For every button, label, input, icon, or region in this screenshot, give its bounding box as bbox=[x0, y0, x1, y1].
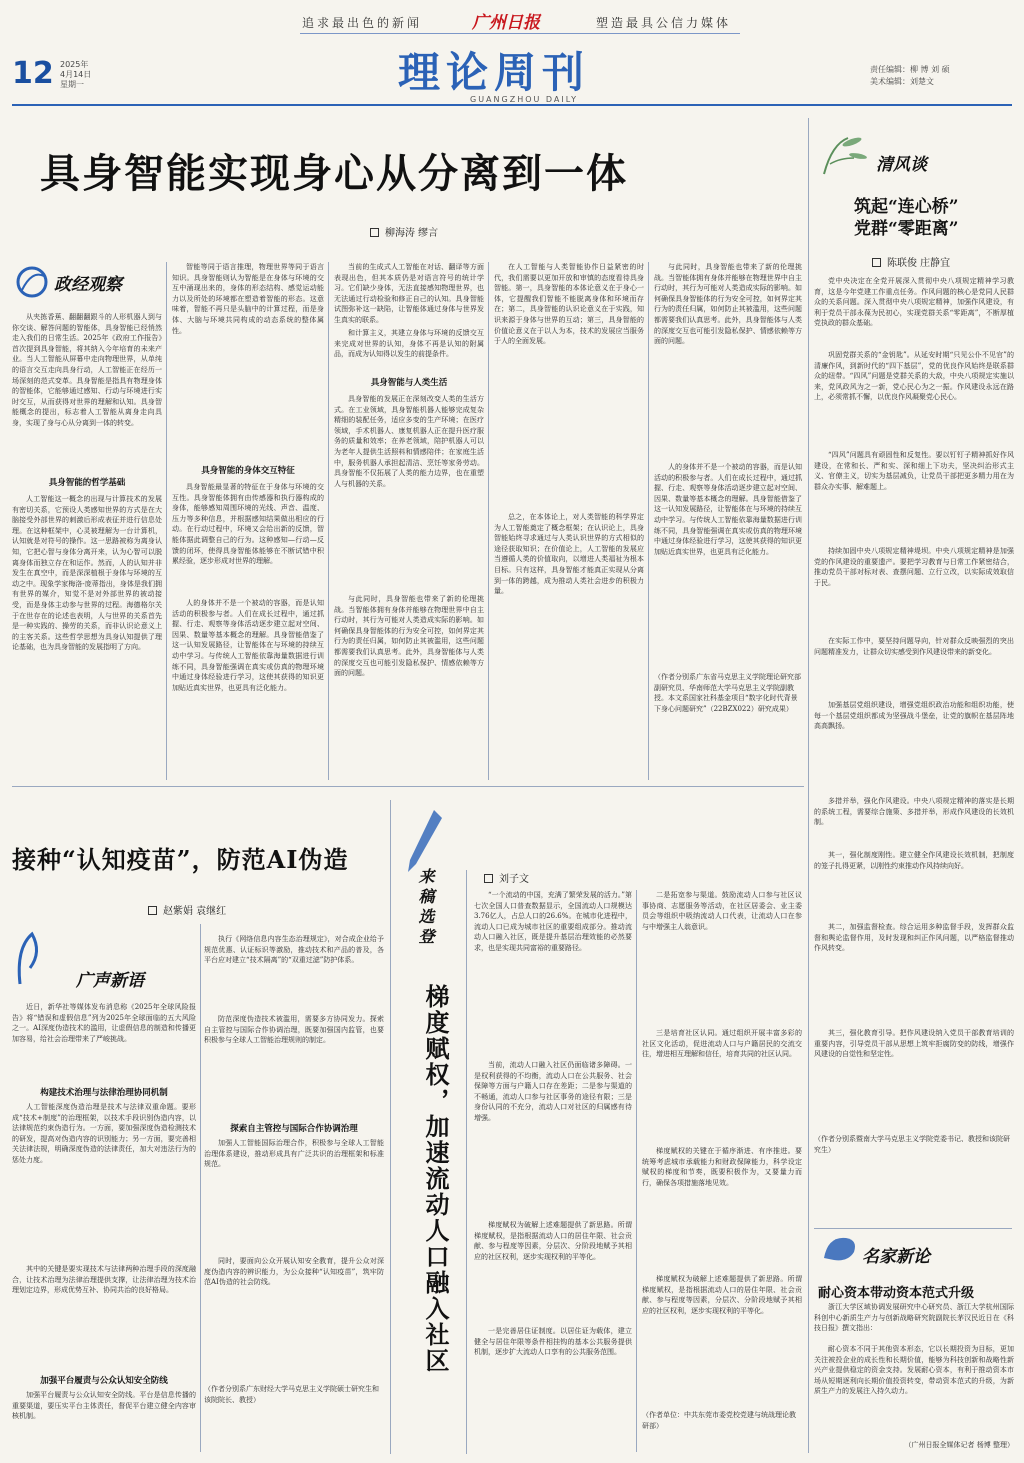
right-byline-text: 陈联俊 庄静宜 bbox=[887, 258, 951, 269]
right-column-body-2 bbox=[814, 1302, 1014, 1456]
main-subhead-2: 具身智能的身体交互特征 bbox=[201, 466, 295, 476]
header-slogan-left: 追求最出色的新闻 bbox=[302, 16, 423, 30]
page-number: 12 bbox=[12, 56, 54, 91]
header-rule bbox=[12, 104, 1012, 106]
main-paragraph-2: 人工智能这一概念的出现与计算技术的发展有密切关系，它预设人类感知世界的方式是在大脑接受外部世界的刺激后形成表征并进行信息处理。在这种框架中，心灵被理解为一台计算机，认知就是对符号的操作。这一思路被称为离身认知，它把心智与身体分离开来，认为心智可以脱离身体而独立存在和运作。然而，人的认知并非发生在真空中，而是深深植根于身体与环境的互动之中。现象学家梅洛-庞蒂指出，身体是我们拥有世界的媒介，知觉不是对外部世界的被动接受，而是身体主动参与世界的过程。海德格尔关于在世存在的论述也表明，人与世界的关系首先是一种实践的、操劳的关系，而非认识论意义上的主客关系。这些哲学思想为具身认知提供了理论基础，也为具身智能的发展指明了方向。 bbox=[12, 495, 162, 652]
main-col-1 bbox=[12, 256, 162, 782]
bottom-left-paragraph-8: 同时，要面向公众开展认知安全教育，提升公众对深度伪造内容的辨识能力，为公众接种“认知疫苗”，筑牢防范AI伪造的社会防线。 bbox=[204, 1257, 384, 1287]
main-subhead-1: 具身智能的哲学基础 bbox=[48, 478, 126, 488]
byline-box-icon bbox=[872, 258, 881, 267]
header-slogan-right: 塑造最具公信力媒体 bbox=[596, 16, 732, 30]
main-paragraph-4: 智能等同于语言推理，物理世界等同于语言知识。具身智能则认为智能是在身体与环境的交互中涌现出来的，身体的形态结构、感觉运动能力以及所处的环境都在塑造着智能的形态。这意味着，智能不再只是头脑中的计算过程，而是身体、大脑与环境共同构成的动态系统的整体属性。 bbox=[172, 263, 324, 335]
bottom-right-col-1 bbox=[474, 890, 632, 1454]
bottom-right-paragraph-2: 当前，流动人口融入社区仍面临诸多障碍。一是权利获得的不均衡，流动人口在公共服务、社会保障等方面与户籍人口存在差距；二是参与渠道的不畅通，流动人口参与社区事务的途径有限；三是身份认同的不充分，流动人口对社区的归属感有待增强。 bbox=[474, 1061, 632, 1122]
byline-box-icon bbox=[148, 906, 157, 915]
divider-main-2 bbox=[328, 262, 329, 780]
header-rule-top bbox=[300, 33, 740, 34]
bottom-left-byline bbox=[148, 902, 226, 917]
bottom-right-byline-text: 刘子文 bbox=[499, 874, 529, 885]
main-col-4 bbox=[494, 262, 644, 782]
main-paragraph-1: 从夹拣香蕉、翻翻翻跟斗的人形机器人到与你交谈、解答问题的智能体，具身智能已经悄然走入我们的日常生活。2025年《政府工作报告》首次提到具身智能，将其纳入今年培育的未来产业。当人工智能从屏幕中走向物理世界，从单纯的语言交互走向具身行动，人工智能正在经历一场深刻的范式变革。具身智能是指具有物理身体的智能体，它能够通过感知、行动与环境进行实时交互，从而获得对世界的理解和认知。具身智能概念的提出，标志着人工智能从离身走向具身，实现了身与心从分离到一体的转变。 bbox=[12, 313, 162, 427]
divider-bottom-middle bbox=[390, 800, 391, 1454]
bottom-left-subhead-3: 加强平台履责与公众认知安全防线 bbox=[40, 1376, 168, 1386]
bottom-left-paragraph-6: 防范深度伪造技术被滥用，需要多方协同发力。探索自主管控与国际合作协调治理，既要加强国内监管，也要积极参与全球人工智能治理规则的制定。 bbox=[204, 1015, 384, 1045]
editor-credits bbox=[870, 64, 950, 88]
right-paragraph-5: 在实际工作中，要坚持问题导向，针对群众反映强烈的突出问题精准发力，让群众切实感受到作风建设带来的新变化。 bbox=[814, 637, 1014, 656]
right-paragraph-1: 党中央决定在全党开展深入贯彻中央八项规定精神学习教育，这是今年党建工作重点任务。作风问题的核心是党同人民群众的关系问题。深入贯彻中央八项规定精神，加强作风建设，有利于党员干部永葆为民初心，实现党群关系“零距离”，不断厚植党执政的群众基础。 bbox=[814, 277, 1014, 328]
right-paragraph-10: 其三，强化教育引导。把作风建设纳入党员干部教育培训的重要内容，引导党员干部从思想上筑牢拒腐防变的防线，增强作风建设的自觉性和坚定性。 bbox=[814, 1029, 1014, 1059]
brush-stroke-icon bbox=[12, 928, 52, 988]
main-byline-text: 柳海涛 缪言 bbox=[385, 228, 439, 239]
bottom-left-byline-text: 赵紫娟 袁继红 bbox=[163, 906, 227, 917]
date-year: 2025年 bbox=[60, 60, 89, 69]
main-paragraph-5: 具身智能最显著的特征在于身体与环境的交互性。具身智能体拥有由传感器和执行器构成的身体，能够感知周围环境的光线、声音、温度、压力等多种信息，并根据感知结果做出相应的行动。在行动过程中，环境又会给出新的反馈，智能体据此调整自己的行为。这种感知—行动—反馈的闭环，使得具身智能体能够在不断试错中积累经验，逐步形成对世界的理解。 bbox=[172, 483, 324, 566]
bottom-left-col-1 bbox=[12, 924, 196, 1454]
column-logo-laigao: 来稿选登 bbox=[416, 868, 435, 948]
main-col-3 bbox=[334, 262, 484, 782]
bottom-left-paragraph-5: 执行《网络信息内容生态治理规定》，对合成企业给予规范优惠、认证标识等激励，推动技术和产品的普及，各平台应对建立“技术隔离”的“双重过滤”防护体系。 bbox=[204, 935, 384, 965]
right-editor-note: （广州日报全媒体记者 杨博 整理） bbox=[904, 1441, 1014, 1449]
right-author-note: （作者分别系暨南大学马克思主义学院党委书记、教授和该院研究生） bbox=[814, 1135, 1010, 1154]
right-title-2: 耐心资本带动资本范式升级 bbox=[818, 1286, 975, 1301]
column-logo-zhengjing-text: 政经观察 bbox=[54, 275, 122, 295]
column-logo-guangsheng-text: 广声新语 bbox=[76, 971, 144, 991]
main-paragraph-11: 总之，在本体论上，对人类智能的科学界定为人工智能奠定了概念框架；在认识论上，具身智能始终寻求通过与人类认识世界的方式相似的途径获取知识；在价值论上，人工智能的发展应当遵循人类的价值取向，以增进人类福祉为根本目标。只有这样，具身智能才能真正实现从分离到一体的跨越，成为推动人类社会进步的积极力量。 bbox=[494, 513, 644, 596]
column-logo-guangsheng bbox=[12, 924, 196, 1002]
right-byline bbox=[872, 254, 950, 269]
main-paragraph-10: 在人工智能与人类智能协作日益紧密的时代，我们需要以更加开放和审慎的态度看待具身智能。第一，具身智能的本体论意义在于身心一体，它提醒我们智能不能脱离身体和环境而存在；第二，具身智能的认识论意义在于实践，知识来源于身体与世界的互动；第三，具身智能的价值论意义在于以人为本，技术的发展应当服务于人的全面发展。 bbox=[494, 263, 644, 346]
bottom-left-author-note: （作者分别系广东财经大学马克思主义学院硕士研究生和该院院长、教授） bbox=[204, 1385, 379, 1404]
divider-main-bottom bbox=[12, 786, 804, 787]
art-editor-line: 美术编辑：刘楚文 bbox=[870, 77, 934, 86]
bottom-right-paragraph-1: “一个流动的中国，充满了繁荣发展的活力。”第七次全国人口普查数据显示，全国流动人口规模达3.76亿人，占总人口的26.6%。在城市化进程中，流动人口已成为城市社区的重要组成部分。推动流动人口融入社区，既是提升基层治理效能的必然要求，也是实现共同富裕的重要路径。 bbox=[474, 891, 632, 952]
divider-main-4 bbox=[648, 262, 649, 780]
bottom-right-paragraph-5: 二是拓宽参与渠道。鼓励流动人口参与社区议事协商、志愿服务等活动，在社区居委会、业主委员会等组织中吸纳流动人口代表，让流动人口在参与中增强主人翁意识。 bbox=[642, 891, 802, 931]
divider-bottom-right-1 bbox=[636, 890, 637, 1452]
main-headline: 具身智能实现身心从分离到一体 bbox=[40, 150, 628, 197]
main-paragraph-7: 和计算主义，其建立身体与环境的反馈交互来完成对世界的认知，身体不再是认知的附属品，而成为认知得以发生的前提条件。 bbox=[334, 329, 484, 359]
divider-right-column bbox=[808, 118, 809, 1453]
main-paragraph-6: 人的身体并不是一个被动的容器，而是认知活动的积极参与者。人们在成长过程中，通过抓握、行走、观察等身体活动逐步建立起对空间、因果、数量等基本概念的理解。具身智能借鉴了这一认知发展路径，让智能体在与环境的持续互动中学习。与传统人工智能依靠海量数据进行训练不同，具身智能强调在真实或仿真的物理环境中通过身体经验进行学习，这使其获得的知识更加贴近真实世界，也更具有泛化能力。 bbox=[172, 599, 324, 692]
divider-bottom-right-vertical bbox=[466, 870, 467, 1454]
masthead-title: 理论周刊 bbox=[398, 48, 591, 97]
bottom-right-paragraph-7: 梯度赋权的关键在于循序渐进、有序推进。要统筹考虑城市承载能力和财政保障能力，科学设定赋权的梯度和节奏，既要积极作为，又要量力而行，确保各项措施落地见效。 bbox=[642, 1147, 802, 1187]
divider-right-lower bbox=[814, 1228, 1012, 1229]
editor-line: 责任编辑：柳 博 刘 硕 bbox=[870, 65, 950, 74]
bamboo-illustration-icon bbox=[818, 134, 870, 178]
right-paragraph-8: 其一，强化制度刚性。建立健全作风建设长效机制，把制度的笼子扎得更紧，以刚性约束推动作风持续向好。 bbox=[814, 851, 1014, 870]
bottom-right-paragraph-6: 三是培育社区认同。通过组织开展丰富多彩的社区文化活动，促进流动人口与户籍居民的交流交往，增进相互理解和信任，培育共同的社区认同。 bbox=[642, 1029, 802, 1059]
column-logo-zhengjing bbox=[12, 256, 162, 312]
right-paragraph-7: 多措并举，强化作风建设。中央八项规定精神的落实是长期的系统工程，需要综合施策、多措并举，形成作风建设的长效机制。 bbox=[814, 797, 1014, 827]
right-paragraph-11: 浙江大学区域协调发展研究中心研究员、浙江大学杭州国际科创中心新质生产力与创新战略研究院副院长茅汉民近日在《科技日报》撰文指出： bbox=[814, 1303, 1014, 1333]
main-paragraph-6b: 人的身体并不是一个被动的容器，而是认知活动的积极参与者。人们在成长过程中，通过抓握、行走、观察等身体活动逐步建立起对空间、因果、数量等基本概念的理解。具身智能借鉴了这一认知发展路径，让智能体在与环境的持续互动中学习。与传统人工智能依靠海量数据进行训练不同，具身智能强调在真实或仿真的物理环境中通过身体经验进行学习，这使其获得的知识更加贴近真实世界，也更具有泛化能力。 bbox=[654, 463, 802, 556]
main-col-5 bbox=[654, 262, 802, 782]
main-col-2 bbox=[172, 262, 324, 782]
right-paragraph-4: 持续加固中央八项规定精神堤坝。中央八项规定精神是加强党的作风建设的重要遗产。要把学习教育与日常工作紧密结合，推动党员干部对标对表、查摆问题、立行立改，以实际成效取信于民。 bbox=[814, 547, 1014, 587]
page-date bbox=[60, 60, 91, 90]
byline-box-icon bbox=[370, 228, 379, 237]
main-paragraph-3: 当前的生成式人工智能在对话、翻译等方面表现出色，但其本质仍是对语言符号的统计学习。它们缺少身体，无法直接感知物理世界，也无法通过行动检验和修正自己的认知。具身智能试图弥补这一缺陷，让智能体通过身体与世界发生真实的联系。 bbox=[334, 263, 484, 324]
main-paragraph-9b: 与此同时，具身智能也带来了新的伦理挑战。当智能体拥有身体并能够在物理世界中自主行动时，其行为可能对人类造成实际的影响。如何确保具身智能体的行为安全可控，如何界定其行为的责任归属，如何防止其被滥用，这些问题都需要我们认真思考。此外，具身智能体与人类的深度交互也可能引发隐私保护、情感依赖等方面的问题。 bbox=[654, 263, 802, 346]
masthead-en: GUANGZHOU DAILY bbox=[470, 95, 579, 104]
divider-main-3 bbox=[488, 262, 489, 780]
bottom-left-paragraph-4: 加强平台履责与公众认知安全防线。平台是信息传播的重要渠道，要压实平台主体责任，督促平台建立健全内容审核机制。 bbox=[12, 1391, 196, 1421]
main-author-note: （作者分别系广东省马克思主义学院理论研究部副研究员、华南师范大学马克思主义学院副教授。本文系国家社科基金项目“数字化时代背景下身心问题研究”（22BZX022）研究成果） bbox=[654, 673, 801, 713]
date-weekday: 星期一 bbox=[60, 80, 84, 89]
bottom-left-col-2 bbox=[204, 934, 384, 1454]
bottom-left-paragraph-1: 近日，新华社等媒体发布消息称《2025年全球风险报告》将“错误和虚假信息”列为2025年全球面临的五大风险之一。AI深度伪造技术的滥用，让虚假信息的制造和传播更加容易，给社会治理带来了严峻挑战。 bbox=[12, 1003, 196, 1043]
ink-splash-icon bbox=[12, 262, 52, 302]
bottom-right-headline: 梯度赋权，加速流动人口融入社区 bbox=[421, 984, 450, 1374]
divider-bottom-left-1 bbox=[200, 924, 201, 1452]
right-paragraph-3: “四风”问题具有顽固性和反复性。要以钉钉子精神抓好作风建设，在常和长、严和实、深和细上下功夫，坚决纠治形式主义、官僚主义，切实为基层减负，让党员干部把更多精力用在为群众办实事、解难题上。 bbox=[814, 451, 1014, 491]
bottom-left-paragraph-7: 加强人工智能国际治理合作，积极参与全球人工智能治理体系建设，推动形成具有广泛共识的治理框架和标准规范。 bbox=[204, 1139, 384, 1169]
bottom-left-subhead-1: 构建技术治理与法律治理协同机制 bbox=[40, 1088, 168, 1098]
right-title-line2: 党群“零距离” bbox=[854, 219, 959, 239]
main-subhead-3: 具身智能与人类生活 bbox=[370, 378, 448, 388]
column-logo-qingfengtan: 清风谈 bbox=[876, 155, 927, 175]
right-paragraph-6: 加强基层党组织建设，增强党组织政治功能和组织功能，使每一个基层党组织都成为坚强战斗堡垒，让党的旗帜在基层阵地高高飘扬。 bbox=[814, 701, 1014, 731]
right-paragraph-12: 耐心资本不同于其他资本形态，它以长期投资为目标，更加关注被投企业的成长性和长期价值，能够为科技创新和战略性新兴产业提供稳定的资金支持。发展耐心资本，有利于推动资本市场从短期逐利向长期价值投资转变，带动资本范式的升级，为新质生产力的发展注入持久动力。 bbox=[814, 1345, 1014, 1396]
bottom-left-paragraph-3: 其中的关键是要实现技术与法律两种治理手段的深度融合，让技术治理为法律治理提供支撑，让法律治理为技术治理划定边界，形成优势互补、协同共治的良好格局。 bbox=[12, 1265, 196, 1295]
bottom-left-subhead-2: 探索自主管控与国际合作协调治理 bbox=[230, 1124, 358, 1134]
main-paragraph-8: 具身智能的发展正在深刻改变人类的生活方式。在工业领域，具身智能机器人能够完成复杂精细的装配任务，适应多变的生产环境；在医疗领域，手术机器人、康复机器人正在提升医疗服务的质量和效率；在养老领域，陪护机器人可以为老年人提供生活照料和情感陪伴；在家庭生活中，服务机器人承担起清洁、烹饪等家务劳动。具身智能不仅拓展了人类的能力边界，也在重塑人与机器的关系。 bbox=[334, 395, 484, 488]
date-day: 4月14日 bbox=[60, 70, 92, 79]
bottom-right-byline bbox=[484, 870, 529, 885]
ink-blot-icon bbox=[820, 1232, 860, 1264]
main-byline bbox=[370, 224, 438, 239]
right-paragraph-9: 其二，加强监督检查。综合运用多种监督手段，发挥群众监督和舆论监督作用，及时发现和纠正作风问题，以严格监督推动作风转变。 bbox=[814, 923, 1014, 953]
byline-box-icon bbox=[484, 874, 493, 883]
bottom-right-paragraph-4: 一是完善居住证制度。以居住证为载体，建立健全与居住年限等条件相挂钩的基本公共服务提供机制，逐步扩大流动人口享有的公共服务范围。 bbox=[474, 1327, 632, 1357]
column-logo-mingjia: 名家新论 bbox=[862, 1247, 930, 1267]
right-title-line1: 筑起“连心桥” bbox=[854, 197, 959, 217]
bottom-left-headline: 接种“认知疫苗”，防范AI伪造 bbox=[12, 845, 349, 874]
main-paragraph-9: 与此同时，具身智能也带来了新的伦理挑战。当智能体拥有身体并能够在物理世界中自主行动时，其行为可能对人类造成实际的影响。如何确保具身智能体的行为安全可控，如何界定其行为的责任归属，如何防止其被滥用，这些问题都需要我们认真思考。此外，具身智能体与人类的深度交互也可能引发隐私保护、情感依赖等方面的问题。 bbox=[334, 595, 484, 678]
right-paragraph-2: 巩固党群关系的“金钥匙”。从延安时期“只见公仆不见官”的清廉作风，到新时代的“四下基层”，党的优良作风始终是联系群众的纽带。“四风”问题是党群关系的大敌，中央八项规定实施以来，党风政风为之一新，党心民心为之一振。作风建设永远在路上，必须常抓不懈，以优良作风凝聚党心民心。 bbox=[814, 351, 1014, 402]
bottom-right-col-2 bbox=[642, 890, 802, 1454]
divider-main-1 bbox=[166, 262, 167, 780]
bottom-right-author-note: （作者单位：中共东莞市委党校党建与统战理论教研部） bbox=[642, 1411, 796, 1430]
right-column-body bbox=[814, 276, 1014, 1226]
bottom-right-paragraph-3: 梯度赋权为破解上述难题提供了新思路。所谓梯度赋权，是指根据流动人口的居住年限、社会贡献、参与程度等因素，分层次、分阶段地赋予其相应的社区权利，逐步实现权利的平等化。 bbox=[474, 1221, 632, 1261]
paper-name-logo: 广州日报 bbox=[472, 13, 540, 33]
bottom-left-paragraph-2: 人工智能深度伪造治理是技术与法律双重命题。要形成“技术+制度”的治理框架，以技术手段识别伪造内容，以法律规范约束伪造行为。一方面，要加强深度伪造检测技术的研发，提高对伪造内容的识别能力；另一方面，要完善相关法律法规，明确深度伪造的法律责任，加大对违法行为的惩处力度。 bbox=[12, 1103, 196, 1164]
pen-nib-icon bbox=[404, 806, 444, 876]
bottom-right-paragraph-3b: 梯度赋权为破解上述难题提供了新思路。所谓梯度赋权，是指根据流动人口的居住年限、社会贡献、参与程度等因素，分层次、分阶段地赋予其相应的社区权利，逐步实现权利的平等化。 bbox=[642, 1275, 802, 1315]
